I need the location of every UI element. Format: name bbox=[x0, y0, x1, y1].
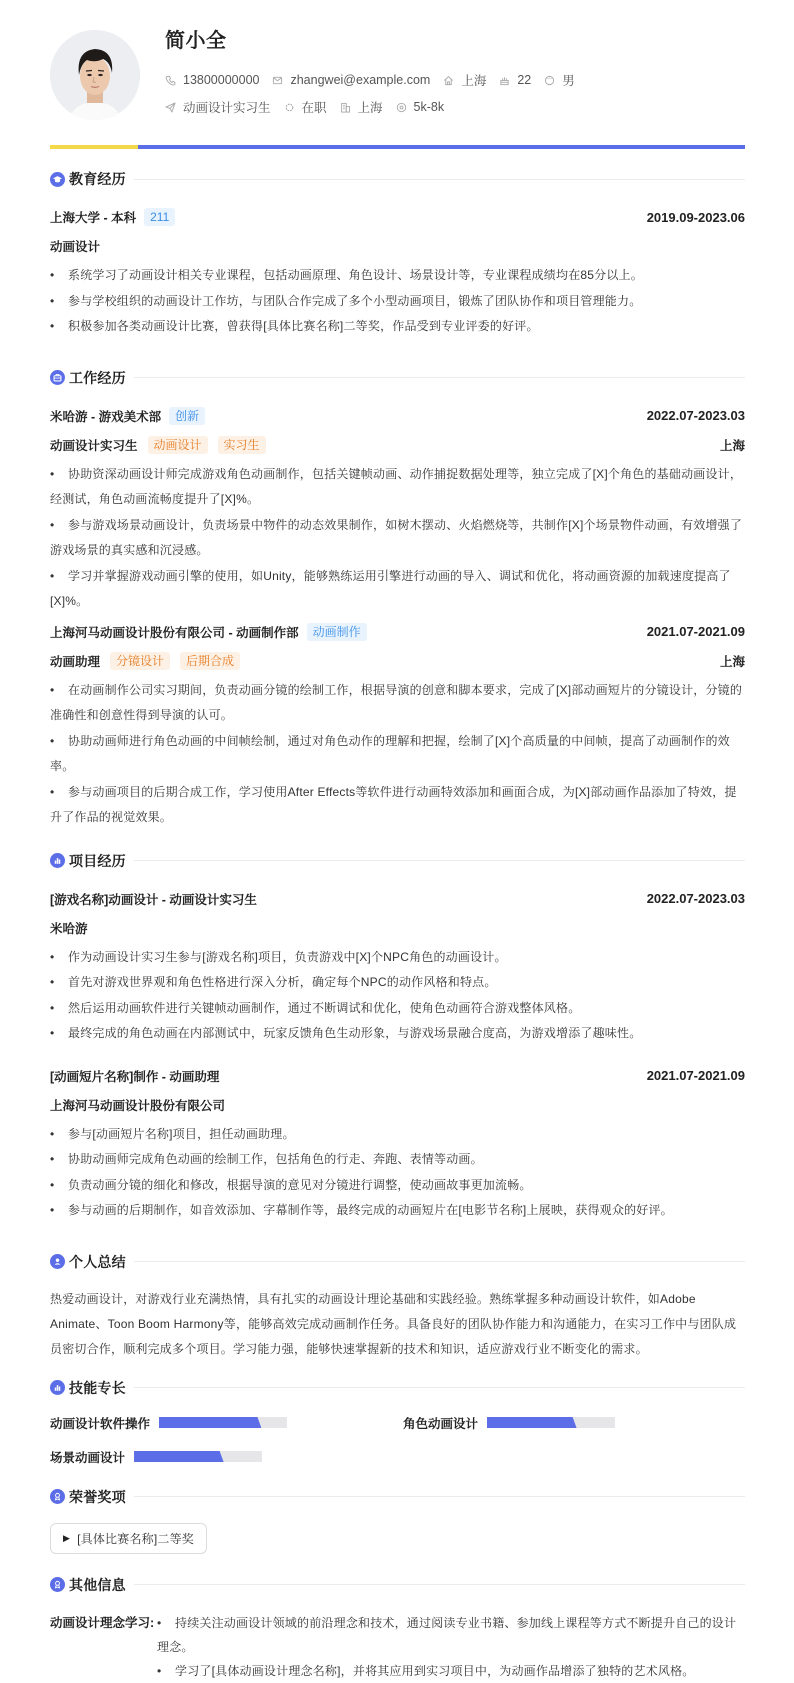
contact-age bbox=[499, 73, 531, 87]
work-item bbox=[50, 619, 745, 831]
status-icon bbox=[284, 102, 295, 113]
item-subheader bbox=[50, 915, 745, 941]
skill-item bbox=[50, 1410, 403, 1436]
award-icon bbox=[50, 1577, 65, 1592]
skill-level-bar bbox=[487, 1417, 615, 1428]
summary-paragraph: 热爱动画设计，对游戏行业充满热情，具有扎实的动画设计理论基础和实践经验。熟练掌握多种动画设计软件，如Adobe Animate、Toon Boom Harmony等，能够高效完成动画制作任务。具备良好的团队协作能力和沟通能力，在实习工作中与团队成员密切合作，顺利完成多个项目。学习能力强，能够快速掌握新的技术和知识，适应游戏行业不断变化的需求。 bbox=[50, 1291, 737, 1356]
section-other-info bbox=[50, 1571, 745, 1683]
job-role: 动画助理 bbox=[50, 654, 101, 669]
list-item: • 参与学校组织的动画设计工作坊，与团队合作完成了多个小型动画项目，锻炼了团队协作和项目管理能力。 bbox=[50, 289, 745, 315]
section-skills bbox=[50, 1374, 745, 1470]
triangle-right-icon: ▶ bbox=[63, 1532, 71, 1543]
section-divider bbox=[134, 377, 745, 378]
skill-level-fill bbox=[134, 1451, 224, 1462]
section-title: 荣誉奖项 bbox=[69, 1488, 126, 1505]
item-subheader bbox=[50, 1092, 745, 1118]
school-tag: 211 bbox=[144, 208, 175, 226]
home-icon bbox=[443, 75, 454, 86]
list-item: • 积极参加各类动画设计比赛，曾获得[具体比赛名称]二等奖，作品受到专业评委的好评。 bbox=[50, 314, 745, 340]
item-header bbox=[50, 1063, 745, 1089]
profile-header bbox=[0, 0, 794, 150]
age-value: 22 bbox=[517, 73, 532, 87]
section-title: 技能专长 bbox=[69, 1379, 126, 1396]
section-title: 其他信息 bbox=[69, 1576, 126, 1593]
phone-icon bbox=[165, 75, 176, 86]
list-item: • 参与游戏场景动画设计，负责场景中物件的动态效果制作，如树木摆动、火焰燃烧等，共制作[X]个场景物件动画，有效增强了游戏场景的真实感和沉浸感。 bbox=[50, 513, 745, 564]
section-divider bbox=[134, 1496, 745, 1497]
job-location: 上海 bbox=[719, 438, 745, 453]
section-title: 工作经历 bbox=[69, 369, 126, 386]
date-range: 2022.07-2023.03 bbox=[646, 891, 745, 906]
role-tag: 实习生 bbox=[218, 436, 266, 454]
send-icon bbox=[165, 102, 176, 113]
bar-chart-icon bbox=[50, 1380, 65, 1395]
project-item bbox=[50, 886, 745, 1047]
company-department: 米哈游 - 游戏美术部 bbox=[50, 409, 162, 424]
section-title: 个人总结 bbox=[69, 1253, 126, 1270]
item-header bbox=[50, 886, 745, 912]
education-item bbox=[50, 204, 745, 340]
list-item: • 持续关注动画设计领域的前沿理念和技术，通过阅读专业书籍、参加线上课程等方式不断提升自己的设计理念。 bbox=[157, 1611, 745, 1659]
bullet-list bbox=[50, 263, 745, 340]
list-item: • 负责动画分镜的细化和修改，根据导演的意见对分镜进行调整，使动画故事更加流畅。 bbox=[50, 1173, 745, 1199]
expected-salary: 5k-8k bbox=[413, 100, 445, 114]
section-divider bbox=[134, 1387, 745, 1388]
phone-number: 13800000000 bbox=[183, 73, 260, 87]
avatar-photo-icon bbox=[50, 30, 140, 120]
other-info-item bbox=[50, 1611, 745, 1683]
section-header bbox=[50, 1483, 745, 1511]
skills-grid bbox=[50, 1410, 745, 1470]
contact-residence bbox=[443, 71, 486, 89]
list-item: • 参与动画项目的后期合成工作，学习使用After Effects等软件进行动画特效添加和画面合成，为[X]部动画作品添加了特效，提升了作品的视觉效果。 bbox=[50, 780, 745, 831]
project-organization: 上海河马动画设计股份有限公司 bbox=[50, 1098, 226, 1113]
list-item: • 然后运用动画软件进行关键帧动画制作，通过不断调试和优化，使角色动画符合游戏整体风格。 bbox=[50, 996, 745, 1022]
section-education bbox=[50, 165, 745, 340]
work-item bbox=[50, 403, 745, 615]
section-divider bbox=[134, 1261, 745, 1262]
contact-email bbox=[272, 73, 430, 87]
candidate-name: 简小全 bbox=[165, 30, 227, 52]
graduation-cap-icon bbox=[50, 172, 65, 187]
resume-content bbox=[50, 149, 745, 1683]
section-title: 教育经历 bbox=[69, 171, 126, 187]
major: 动画设计 bbox=[50, 240, 101, 254]
section-summary bbox=[50, 1248, 745, 1362]
section-divider bbox=[134, 1584, 745, 1585]
date-range: 2021.07-2021.09 bbox=[646, 1068, 745, 1083]
bullet-list bbox=[50, 678, 745, 831]
gender-icon bbox=[544, 75, 555, 86]
job-role: 动画设计实习生 bbox=[50, 438, 138, 453]
skill-item bbox=[403, 1410, 745, 1436]
skill-level-fill bbox=[159, 1417, 261, 1428]
section-divider bbox=[134, 860, 745, 861]
role-tag: 动画设计 bbox=[148, 436, 208, 454]
section-projects bbox=[50, 847, 745, 1224]
intent-status bbox=[284, 98, 327, 116]
list-item: • 参与动画的后期制作，如音效添加、字幕制作等，最终完成的动画短片在[电影节名称]上展映，获得观众的好评。 bbox=[50, 1198, 745, 1224]
target-position: 动画设计实习生 bbox=[183, 101, 271, 115]
section-header bbox=[50, 364, 745, 392]
project-organization: 米哈游 bbox=[50, 921, 88, 936]
skill-item bbox=[50, 1444, 403, 1470]
bullet-list bbox=[157, 1611, 745, 1683]
award-icon bbox=[50, 1489, 65, 1504]
bullet-list bbox=[50, 1122, 745, 1224]
company-tag: 创新 bbox=[169, 407, 205, 425]
bullet-list bbox=[50, 945, 745, 1047]
section-header bbox=[50, 1571, 745, 1599]
salary-icon bbox=[396, 102, 407, 113]
list-item: • 在动画制作公司实习期间，负责动画分镜的绘制工作，根据导演的创意和脚本要求，完成了[X]部动画短片的分镜设计，分镜的准确性和创意性得到导演的认可。 bbox=[50, 678, 745, 729]
item-subheader bbox=[50, 432, 745, 458]
section-title: 项目经历 bbox=[69, 852, 126, 869]
list-item: • 最终完成的角色动画在内部测试中，玩家反馈角色生动形象，与游戏场景融合度高，为游戏增添了趣味性。 bbox=[50, 1021, 745, 1047]
bullet-list bbox=[50, 462, 745, 615]
list-item: • 协助动画师进行角色动画的中间帧绘制，通过对角色动作的理解和把握，绘制了[X]个高质量的中间帧，提高了动画制作的效率。 bbox=[50, 729, 745, 780]
intent-city bbox=[340, 98, 383, 116]
target-city: 上海 bbox=[357, 101, 383, 115]
list-item: • 系统学习了动画设计相关专业课程，包括动画原理、角色设计、场景设计等，专业课程成绩均在85分以上。 bbox=[50, 263, 745, 289]
contact-gender bbox=[544, 71, 575, 89]
section-honors bbox=[50, 1483, 745, 1554]
list-item: • 学习了[具体动画设计理念名称]，并将其应用到实习项目中，为动画作品增添了独特的艺术风格。 bbox=[157, 1659, 745, 1683]
role-tag: 分镜设计 bbox=[110, 652, 170, 670]
job-location: 上海 bbox=[719, 654, 745, 669]
avatar bbox=[50, 30, 140, 120]
contact-row-personal bbox=[165, 70, 588, 90]
school-degree: 上海大学 - 本科 bbox=[50, 211, 137, 225]
section-header bbox=[50, 847, 745, 875]
project-name-role: [动画短片名称]制作 - 动画助理 bbox=[50, 1069, 220, 1084]
residence-city: 上海 bbox=[461, 74, 487, 88]
item-subheader bbox=[50, 648, 745, 674]
intent-position bbox=[165, 98, 271, 116]
skill-level-bar bbox=[134, 1451, 262, 1462]
section-divider bbox=[134, 179, 745, 180]
role-tag: 后期合成 bbox=[180, 652, 240, 670]
contact-row-job-intent bbox=[165, 97, 457, 117]
user-icon bbox=[50, 1254, 65, 1269]
project-name-role: [游戏名称]动画设计 - 动画设计实习生 bbox=[50, 892, 257, 907]
bar-chart-icon bbox=[50, 853, 65, 868]
company-tag: 动画制作 bbox=[307, 623, 367, 641]
date-range: 2022.07-2023.03 bbox=[646, 408, 745, 423]
company-department: 上海河马动画设计股份有限公司 - 动画制作部 bbox=[50, 625, 299, 640]
section-header bbox=[50, 165, 745, 193]
skill-name: 场景动画设计 bbox=[50, 1450, 126, 1465]
employment-status: 在职 bbox=[301, 101, 327, 115]
award-item[interactable] bbox=[50, 1523, 207, 1554]
skill-name: 动画设计软件操作 bbox=[50, 1416, 151, 1431]
gender-value: 男 bbox=[562, 74, 575, 88]
date-range: 2021.07-2021.09 bbox=[646, 624, 745, 639]
building-icon bbox=[340, 102, 351, 113]
date-range: 2019.09-2023.06 bbox=[646, 209, 745, 225]
other-info-label: 动画设计理念学习: bbox=[50, 1615, 155, 1630]
list-item: • 作为动画设计实习生参与[游戏名称]项目，负责游戏中[X]个NPC角色的动画设计。 bbox=[50, 945, 745, 971]
list-item: • 协助资深动画设计师完成游戏角色动画制作，包括关键帧动画、动作捕捉数据处理等，独立完成了[X]个角色的基础动画设计，经测试，角色动画流畅度提升了[X]%。 bbox=[50, 462, 745, 513]
list-item: • 参与[动画短片名称]项目，担任动画助理。 bbox=[50, 1122, 745, 1148]
item-header bbox=[50, 403, 745, 429]
item-header bbox=[50, 204, 745, 230]
list-item: • 协助动画师完成角色动画的绘制工作，包括角色的行走、奔跑、表情等动画。 bbox=[50, 1147, 745, 1173]
skill-name: 角色动画设计 bbox=[403, 1416, 479, 1431]
skill-level-fill bbox=[487, 1417, 577, 1428]
briefcase-icon bbox=[50, 370, 65, 385]
section-work bbox=[50, 364, 745, 831]
email-address: zhangwei@example.com bbox=[290, 73, 431, 87]
project-item bbox=[50, 1063, 745, 1224]
list-item: • 首先对游戏世界观和角色性格进行深入分析，确定每个NPC的动作风格和特点。 bbox=[50, 970, 745, 996]
section-header bbox=[50, 1374, 745, 1402]
age-icon bbox=[499, 75, 510, 86]
list-item: • 学习并掌握游戏动画引擎的使用，如Unity，能够熟练运用引擎进行动画的导入、调试和优化，将动画资源的加载速度提高了[X]%。 bbox=[50, 564, 745, 615]
mail-icon bbox=[272, 75, 283, 86]
section-header bbox=[50, 1248, 745, 1276]
award-name: [具体比赛名称]二等奖 bbox=[77, 1531, 194, 1546]
intent-salary bbox=[396, 100, 445, 114]
contact-phone bbox=[165, 73, 259, 87]
skill-level-bar bbox=[159, 1417, 287, 1428]
item-header bbox=[50, 619, 745, 645]
item-subheader bbox=[50, 233, 745, 259]
